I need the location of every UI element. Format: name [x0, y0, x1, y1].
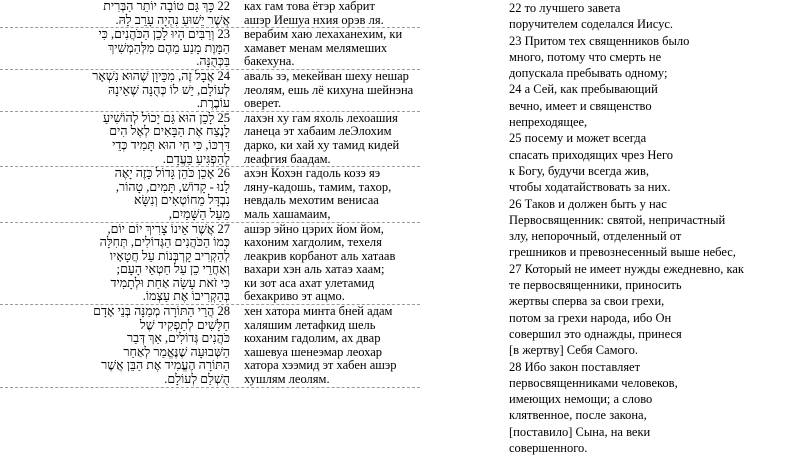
hebrew-line: הֻשְׁלַם לְעוֹלָם. — [164, 372, 230, 387]
russian-line: 25 посему и может всегда — [509, 131, 647, 146]
transliteration-line: леафгия баадам. — [244, 151, 331, 166]
russian-line: те первосвященники, приносить — [509, 278, 682, 293]
russian-line: 22 то лучшего завета — [509, 1, 621, 15]
russian-line: 24 а Сей, как пребывающий — [509, 82, 658, 97]
hebrew-line: לְהַקְרִיב קָרְבְּנוֹת עַל חֲטָאָיו — [109, 248, 230, 263]
hebrew-line: עוֹבֶרֶת. — [196, 96, 230, 111]
transliteration-line: хамавет менам мелямеших — [244, 40, 388, 55]
russian-line: 23 Притом тех священников было — [509, 33, 690, 48]
verse-row — [0, 112, 420, 167]
hebrew-text — [0, 112, 236, 166]
hebrew-line: מֵעַל הַשָּׁמַיִם, — [168, 206, 230, 221]
transliteration-line: ланеца эт хабаим леЭлохим — [244, 124, 392, 139]
verse-row — [0, 28, 420, 70]
transliteration-text — [236, 305, 420, 387]
transliteration-text — [236, 70, 420, 111]
hebrew-line: 23 וְרַבִּים הָיוּ לָכֵן הַכֹּהֲנִים, כִּי — [98, 28, 230, 42]
hebrew-transliteration-column — [0, 0, 420, 388]
hebrew-text — [0, 223, 236, 305]
transliteration-line: леолям, ешь лё кихуна шейнэна — [244, 82, 414, 97]
hebrew-text — [0, 167, 236, 221]
verse-row — [0, 0, 420, 28]
hebrew-text — [0, 70, 236, 111]
hebrew-line: כְּמוֹ הַכֹּהֲנִים הַגְּדוֹלִים, תְּחִלָּה — [99, 235, 230, 250]
hebrew-line: 26 אָכֵן כֹּהֵן גָּדוֹל כָּזֶה יָאֶה — [114, 167, 230, 181]
russian-translation-column — [509, 0, 800, 456]
russian-line: 27 Который не имеет нужды ежедневно, как — [509, 261, 744, 276]
russian-line: потом за грехи народа, ибо Он — [509, 310, 672, 325]
transliteration-line: лахэн ху гам яхоль лехоашия — [244, 111, 398, 125]
transliteration-line: маль хашамаим, — [244, 206, 331, 221]
russian-line: 28 Ибо закон поставляет — [509, 359, 641, 374]
hebrew-line: וְאַחֲרֵי כֵן עַל חַטְאֵי הָעָם; — [116, 262, 230, 277]
hebrew-line: 25 לָכֵן הוּא גַּם יָכוֹל לְהוֹשִׁיעַ — [103, 111, 230, 125]
transliteration-text — [236, 112, 420, 166]
russian-line: [в жертву] Себя Самого. — [509, 343, 638, 358]
transliteration-line: ляну-кадошь, тамим, тахор, — [244, 179, 392, 194]
transliteration-text — [236, 167, 420, 221]
transliteration-line: ахэн Кохэн гадоль козэ яэ — [244, 167, 381, 181]
verse-row — [0, 70, 420, 112]
russian-line: жертвы сперва за свои грехи, — [509, 294, 665, 309]
russian-line: допускала пребывать одному; — [509, 66, 668, 81]
verse-row — [0, 167, 420, 222]
russian-line: 26 Таков и должен быть у нас — [509, 196, 667, 211]
russian-line: первосвященниками человеков, — [509, 375, 678, 390]
russian-line: чтобы ходатайствовать за них. — [509, 180, 671, 195]
transliteration-line: бехакриво эт ацмо. — [244, 289, 345, 304]
transliteration-line: аваль зэ, мекейван шеху нешар — [244, 69, 409, 83]
russian-line: Первосвященник: святой, непричастный — [509, 212, 726, 227]
russian-line: совершенного. — [509, 441, 588, 456]
transliteration-line: оверет. — [244, 96, 282, 111]
transliteration-line: леакрив корбанот аль хатаав — [244, 248, 396, 263]
hebrew-line: הַתּוֹרָה הֶעֱמִיד אֶת הַבֵּן אֲשֶׁר — [101, 358, 230, 373]
hebrew-line: כֹּהֲנִים גְּדוֹלִים, אַךְ דְּבַר — [126, 331, 230, 346]
russian-line: непреходящее, — [509, 115, 588, 130]
hebrew-text — [0, 0, 236, 27]
transliteration-text — [236, 0, 420, 27]
hebrew-line: בַּכְּהֻנָּה. — [196, 54, 230, 69]
transliteration-line: хашевуа шенеэмар леохар — [244, 344, 383, 359]
transliteration-line: хатора хээмид эт хабен ашэр — [244, 358, 397, 373]
hebrew-line: בְּהַקְרִיבוֹ אֶת עַצְמוֹ. — [142, 289, 230, 304]
russian-line: злу, непорочный, отделенный от — [509, 229, 682, 244]
transliteration-line: ашэр эйно цэрих йом йом, — [244, 222, 384, 236]
transliteration-line: верабим хаю лехаханехим, ки — [244, 28, 403, 42]
transliteration-line: коханим гадолим, ах двар — [244, 331, 381, 346]
hebrew-line: הַמָּוֶת מָנַע מֵהֶם מִלְּהַמְשִׁיךְ — [108, 40, 230, 55]
transliteration-line: бакехуна. — [244, 54, 295, 69]
transliteration-line: дарко, ки хай ху тамид кидей — [244, 137, 400, 152]
russian-line: грешников и превознесенный выше небес, — [509, 245, 736, 260]
russian-line: спасать приходящих чрез Него — [509, 147, 674, 162]
russian-line: к Богу, будучи всегда жив, — [509, 163, 650, 178]
hebrew-line: אֲשֶׁר יֵשׁוּעַ נִהְיָה עָרֵב לָהּ. — [115, 12, 230, 27]
russian-line: имеющих немощи; а слово — [509, 392, 653, 407]
transliteration-line: ашэр Иешуа нхия орэв ля. — [244, 12, 384, 27]
verse-row — [0, 223, 420, 306]
hebrew-line: לָנוּ - קָדוֹשׁ, תָּמִים, טָהוֹר, — [115, 179, 230, 194]
russian-line: клятвенное, после закона, — [509, 408, 647, 423]
russian-line: поручителем соделался Иисус. — [509, 17, 674, 32]
transliteration-line: невдаль мехотим венисаа — [244, 193, 379, 208]
russian-line: много, потому что смерть не — [509, 49, 662, 64]
russian-line: совершил это однажды, принеся — [509, 326, 682, 341]
transliteration-line: кахоним хагдолим, техеля — [244, 235, 382, 250]
hebrew-line: 22 כָּךְ גַּם טוֹבָה יוֹתֵר הַבְּרִית — [103, 0, 230, 13]
transliteration-line: ках гам това ётэр хабрит — [244, 0, 375, 13]
hebrew-line: לְעוֹלָם, יֵשׁ לוֹ כְּהֻנָּה שֶׁאֵינָהּ — [107, 82, 230, 97]
russian-line: вечно, имеет и священство — [509, 98, 652, 113]
hebrew-line: נִבְדָּל מֵחוֹטְאִים וְנִשָּׂא — [134, 193, 230, 208]
transliteration-line: вахари хэн аль хатаэ хаам; — [244, 262, 385, 277]
hebrew-line: חַלָּשִׁים לְתַפְקִיד שֶׁל — [139, 317, 230, 332]
transliteration-line: хен хатора минта бней адам — [244, 305, 393, 319]
hebrew-line: 28 הֲרֵי הַתּוֹרָה מְמַנָּה בְּנֵי אָדָם — [93, 305, 230, 319]
transliteration-text — [236, 28, 420, 69]
hebrew-text — [0, 28, 236, 69]
hebrew-line: דַּרְכּוֹ, כִּי חַי הוּא תָּמִיד כְּדֵי — [112, 137, 230, 152]
hebrew-line: לְהַפְגִּיעַ בַּעֲדָם. — [162, 151, 230, 166]
hebrew-line: לָנֶצַח אֶת הַבָּאִים לְאֶל הִים — [109, 124, 230, 139]
hebrew-text — [0, 305, 236, 387]
hebrew-line: כִּי זֹאת עָשָׂה אַחַת וּלְתָמִיד — [110, 275, 230, 290]
transliteration-line: ки зот аса ахат улетамид — [244, 275, 375, 290]
hebrew-line: הַשְּׁבוּעָה שֶׁנֶּאֱמַר לְאַחַר — [123, 344, 230, 359]
transliteration-text — [236, 223, 420, 305]
russian-line: [поставило] Сына, на веки — [509, 424, 651, 439]
verse-row — [0, 305, 420, 388]
transliteration-line: хушлям леолям. — [244, 372, 330, 387]
transliteration-line: халяшим летафкид шель — [244, 317, 376, 332]
hebrew-line: 27 אֲשֶׁר אֵינוֹ צָרִיךְ יוֹם יוֹם, — [107, 222, 230, 236]
hebrew-line: 24 אֲבָל זֶה, מִכֵּיוָן שֶׁהוּא נִשְׁאָר — [92, 69, 230, 83]
